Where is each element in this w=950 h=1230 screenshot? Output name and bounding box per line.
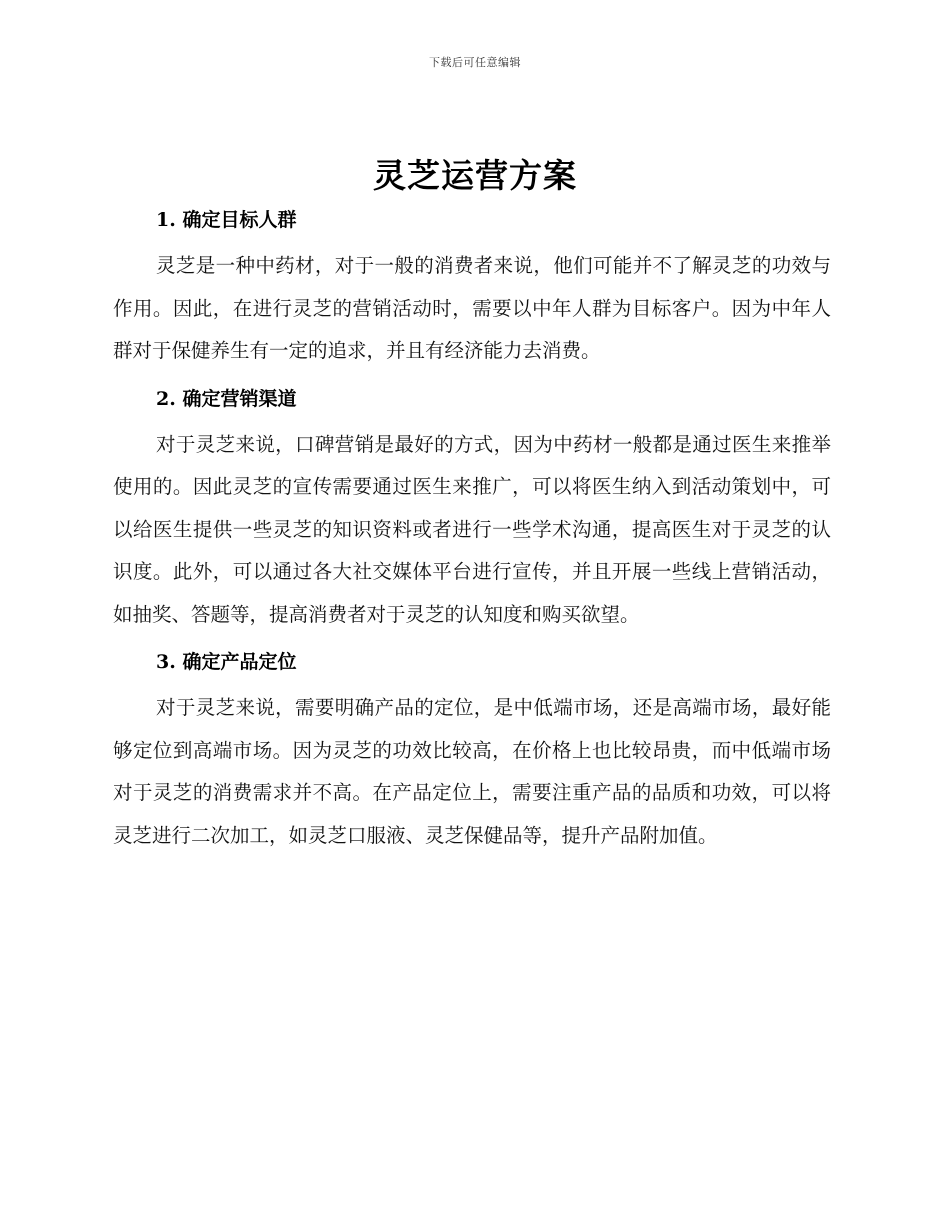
page-header-note: 下载后可任意编辑 [429, 56, 521, 69]
section-heading: 1. 确定目标人群 [156, 209, 297, 231]
section-paragraph: 对于灵芝来说，需要明确产品的定位，是中低端市场，还是高端市场，最好能够定位到高端市场。因为灵芝的功效比较高，在价格上也比较昂贵，而中低端市场对于灵芝的消费需求并不高。在产品定位上，需要注重产品的品质和功效，可以将灵芝进行二次加工，如灵芝口服液、灵芝保健品等，提升产品附加值。 [113, 696, 831, 847]
section-paragraph: 灵芝是一种中药材，对于一般的消费者来说，他们可能并不了解灵芝的功效与作用。因此，在进行灵芝的营销活动时，需要以中年人群为目标客户。因为中年人群对于保健养生有一定的追求，并且有经济能力去消费。 [113, 254, 831, 362]
section-product-positioning [113, 645, 831, 857]
document-title: 灵芝运营方案 [373, 156, 577, 195]
section-target-audience [113, 203, 831, 373]
document-body [113, 203, 831, 866]
section-heading: 3. 确定产品定位 [156, 651, 297, 673]
section-marketing-channels [113, 382, 831, 637]
section-heading: 2. 确定营销渠道 [156, 387, 297, 410]
section-paragraph: 对于灵芝来说，口碑营销是最好的方式，因为中药材一般都是通过医生来推举使用的。因此灵芝的宣传需要通过医生来推广，可以将医生纳入到活动策划中，可以给医生提供一些灵芝的知识资料或者进行一些学术沟通，提高医生对于灵芝的认识度。此外，可以通过各大社交媒体平台进行宣传，并且开展一些线上营销活动，如抽奖、答题等，提高消费者对于灵芝的认知度和购买欲望。 [113, 432, 831, 626]
